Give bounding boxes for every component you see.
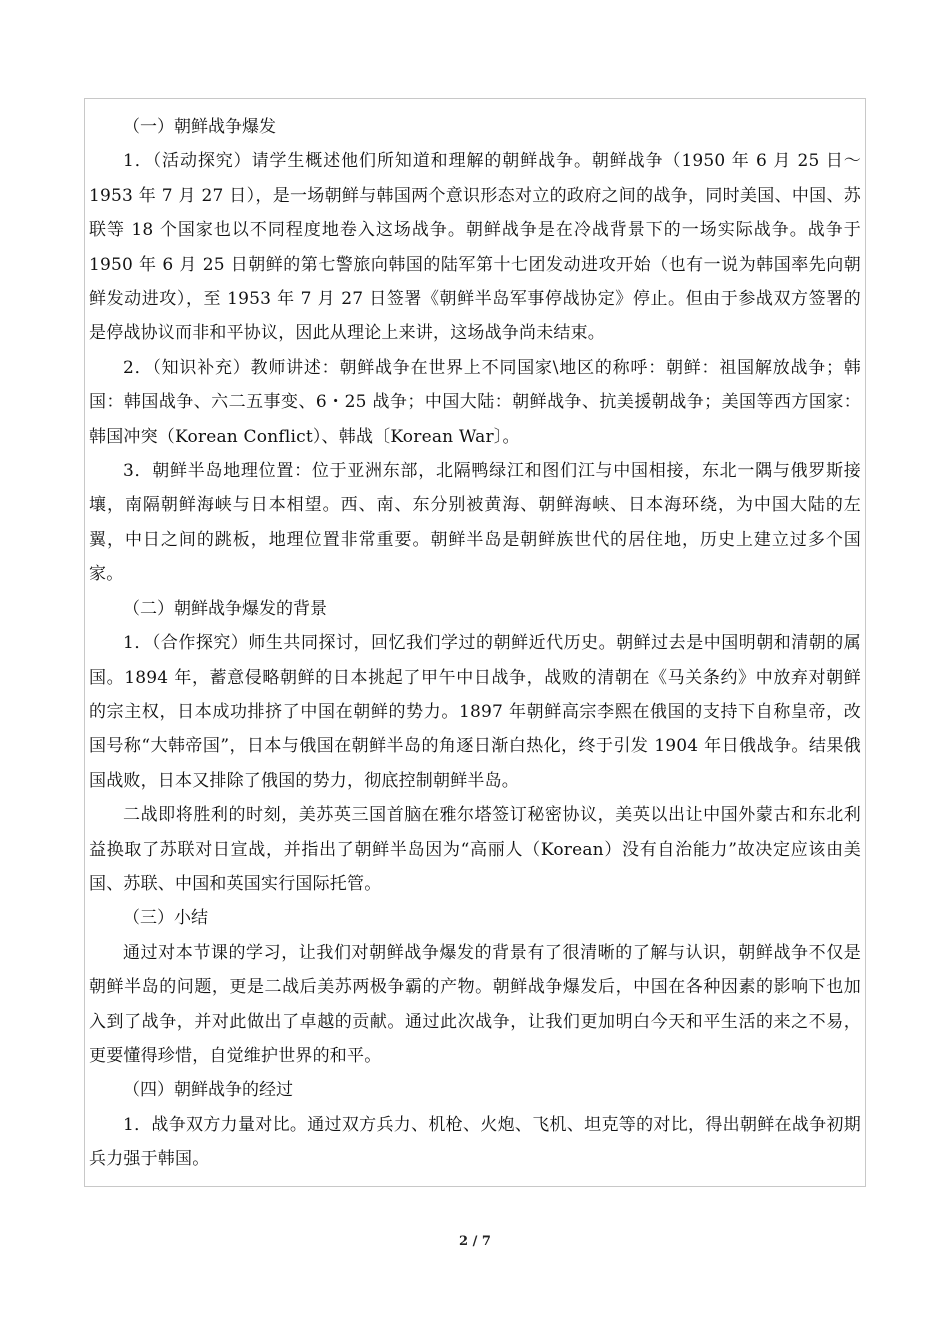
paragraph-force-comparison: 1．战争双方力量对比。通过双方兵力、机枪、火炮、飞机、坦克等的对比，得出朝鲜在战争初期兵力强于韩国。 <box>89 1114 861 1170</box>
paragraph-knowledge-supplement: 2．（知识补充）教师讲述：朝鲜战争在世界上不同国家\地区的称呼：朝鲜：祖国解放战争；韩国：韩国战争、六二五事变、6・25 战争；中国大陆：朝鲜战争、抗美援朝战争；美国等西方国家：韩国冲突（Korean Conflict）、韩战〔Korean War〕。 <box>89 357 861 447</box>
document-content-box <box>84 98 866 1187</box>
paragraph-yalta: 二战即将胜利的时刻，美苏英三国首脑在雅尔塔签订秘密协议，美英以出让中国外蒙古和东北利益换取了苏联对日宣战，并指出了朝鲜半岛因为“高丽人（Korean）没有自治能力”故决定应该由美国、苏联、中国和英国实行国际托管。 <box>89 805 861 894</box>
page-number: 2 / 7 <box>459 1234 491 1249</box>
section-heading-outbreak: （一）朝鲜战争爆发 <box>123 117 276 137</box>
paragraph-activity-explore: 1．（活动探究）请学生概述他们所知道和理解的朝鲜战争。朝鲜战争（1950 年 6 月 25 日～1953 年 7 月 27 日），是一场朝鲜与韩国两个意识形态对立的政府之间的战争，同时美国、中国、苏联等 18 个国家也以不同程度地卷入这场战争。朝鲜战争是在冷战背景下的一场实际战争。战争于 1950 年 6 月 25 日朝鲜的第七警旅向韩国的陆军第十七团发动进攻开始（也有一说为韩国率先向朝鲜发动进攻），至 1953 年 7 月 27 日签署《朝鲜半岛军事停战协定》停止。但由于参战双方签署的是停战协议而非和平协议，因此从理论上来讲，这场战争尚未结束。 <box>89 151 861 344</box>
paragraph-geography: 3．朝鲜半岛地理位置：位于亚洲东部，北隔鸭绿江和图们江与中国相接，东北一隅与俄罗斯接壤，南隔朝鲜海峡与日本相望。西、南、东分别被黄海、朝鲜海峡、日本海环绕，为中国大陆的左翼，中日之间的跳板，地理位置非常重要。朝鲜半岛是朝鲜族世代的居住地，历史上建立过多个国家。 <box>89 461 861 585</box>
section-heading-course: （四）朝鲜战争的经过 <box>123 1080 293 1101</box>
section-heading-background: （二）朝鲜战争爆发的背景 <box>123 598 327 619</box>
paragraph-cooperative-explore: 1．（合作探究）师生共同探讨，回忆我们学过的朝鲜近代历史。朝鲜过去是中国明朝和清朝的属国。1894 年，蓄意侵略朝鲜的日本挑起了甲午中日战争，战败的清朝在《马关条约》中放弃对朝鲜的宗主权，日本成功排挤了中国在朝鲜的势力。1897 年朝鲜高宗李熙在俄国的支持下自称皇帝，改国号称“大韩帝国”，日本与俄国在朝鲜半岛的角逐日渐白热化，终于引发 1904 年日俄战争。结果俄国战败，日本又排除了俄国的势力，彻底控制朝鲜半岛。 <box>89 633 861 791</box>
paragraph-summary: 通过对本节课的学习，让我们对朝鲜战争爆发的背景有了很清晰的了解与认识，朝鲜战争不仅是朝鲜半岛的问题，更是二战后美苏两极争霸的产物。朝鲜战争爆发后，中国在各种因素的影响下也加入到了战争，并对此做出了卓越的贡献。通过此次战争，让我们更加明白今天和平生活的来之不易，更要懂得珍惜，自觉维护世界的和平。 <box>89 942 861 1066</box>
section-heading-summary: （三）小结 <box>123 908 208 929</box>
